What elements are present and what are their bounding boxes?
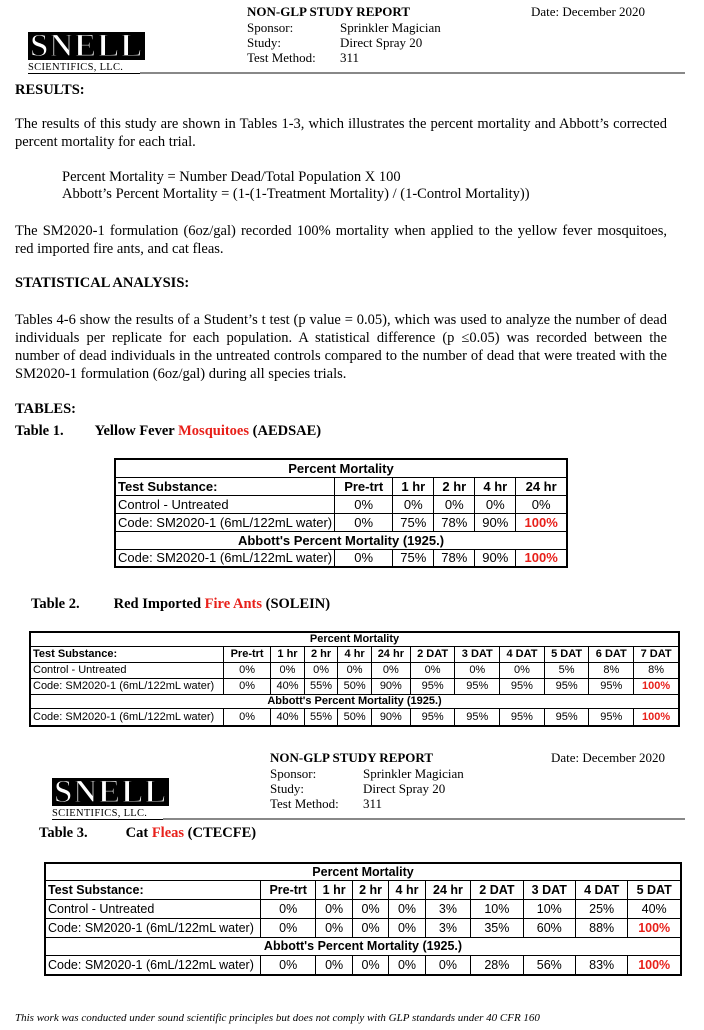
header-divider-2 xyxy=(163,818,685,820)
column-header: 2 hr xyxy=(352,880,388,899)
table-cell: 8% xyxy=(634,662,679,678)
study-row: Study: Direct Spray 20 xyxy=(247,35,423,50)
table-cell: 5% xyxy=(544,662,589,678)
table-cell: 95% xyxy=(410,678,455,694)
table-cell-highlight: 100% xyxy=(634,708,679,726)
method-row-2: Test Method: 311 xyxy=(270,796,383,811)
column-header: 5 DAT xyxy=(544,646,589,662)
column-header: 24 hr xyxy=(516,477,567,495)
table-cell: 90% xyxy=(475,549,516,567)
column-header: 4 DAT xyxy=(500,646,545,662)
column-header: 5 DAT xyxy=(628,880,681,899)
table-cell: 95% xyxy=(410,708,455,726)
results-summary: The SM2020-1 formulation (6oz/gal) recorded 100% mortality when applied to the yellow fever mosquitoes, red imported fire ants, and cat fleas. xyxy=(15,223,667,257)
table-row xyxy=(115,495,567,513)
table3-title: Percent Mortality xyxy=(45,863,681,880)
table1-title: Percent Mortality xyxy=(115,459,567,477)
column-header: 4 DAT xyxy=(575,880,627,899)
table-cell: 75% xyxy=(393,513,434,531)
report-date-2: Date: December 2020 xyxy=(551,750,666,765)
table-cell: 60% xyxy=(523,918,575,937)
table-cell: 95% xyxy=(455,678,500,694)
column-header: 2 DAT xyxy=(471,880,523,899)
table-cell: 10% xyxy=(523,899,575,918)
table-cell: 90% xyxy=(371,708,410,726)
table-cell: 95% xyxy=(500,678,545,694)
table-cell: 78% xyxy=(434,549,475,567)
table-cell: 95% xyxy=(544,678,589,694)
table-cell: 0% xyxy=(434,495,475,513)
stats-heading: STATISTICAL ANALYSIS: xyxy=(15,275,190,291)
table-cell: 0% xyxy=(352,899,388,918)
table-cell: 0% xyxy=(338,662,372,678)
column-header: 1 hr xyxy=(271,646,305,662)
table-cell: 95% xyxy=(589,678,634,694)
table-cell: 0% xyxy=(500,662,545,678)
table-cell: 50% xyxy=(338,678,372,694)
table-cell: 0% xyxy=(352,955,388,975)
table-cell-highlight: 100% xyxy=(634,678,679,694)
table-cell: 0% xyxy=(389,899,425,918)
table-cell: 40% xyxy=(271,678,305,694)
table-row xyxy=(45,918,681,937)
column-header: 4 hr xyxy=(389,880,425,899)
column-header: 3 DAT xyxy=(523,880,575,899)
logo-subtitle: SCIENTIFICS, LLC. xyxy=(52,808,164,820)
row-label: Control - Untreated xyxy=(115,495,335,513)
company-logo-2 xyxy=(52,774,168,820)
results-intro: The results of this study are shown in Tables 1-3, which illustrates the percent mortality and Abbott’s corrected percent mortality for each trial. xyxy=(15,116,667,150)
table-cell: 40% xyxy=(628,899,681,918)
table-cell: 95% xyxy=(500,708,545,726)
table-cell: 0% xyxy=(389,918,425,937)
table-cell: 95% xyxy=(455,708,500,726)
column-header: Pre-trt xyxy=(224,646,271,662)
table-cell: 0% xyxy=(224,708,271,726)
study-row-2: Study: Direct Spray 20 xyxy=(270,781,446,796)
header-divider xyxy=(140,72,685,74)
table2-caption: Table 2. Red Imported Fire Ants (SOLEIN) xyxy=(31,596,331,612)
table-cell: 90% xyxy=(475,513,516,531)
table-row xyxy=(30,662,679,678)
table3 xyxy=(44,862,682,976)
method-row: Test Method: 311 xyxy=(247,50,360,65)
report-date: Date: December 2020 xyxy=(531,4,646,19)
column-header: 2 hr xyxy=(434,477,475,495)
column-header: Pre-trt xyxy=(261,880,316,899)
logo-subtitle: SCIENTIFICS, LLC. xyxy=(28,62,140,74)
row-label: Code: SM2020-1 (6mL/122mL water) xyxy=(30,708,224,726)
column-header: Test Substance: xyxy=(30,646,224,662)
row-label: Control - Untreated xyxy=(30,662,224,678)
table-cell: 0% xyxy=(271,662,305,678)
logo-wordmark: SNELL xyxy=(54,774,168,810)
table-cell: 0% xyxy=(389,955,425,975)
column-header: 24 hr xyxy=(371,646,410,662)
table-row xyxy=(115,549,567,567)
table-cell: 55% xyxy=(304,708,338,726)
column-header: Test Substance: xyxy=(45,880,261,899)
table-cell: 8% xyxy=(589,662,634,678)
table-cell-highlight: 100% xyxy=(516,549,567,567)
stats-paragraph: Tables 4-6 show the results of a Student’s t test (p value = 0.05), which was used to analyze the number of dead individuals per replicate for each population. A statistical difference (p ≤0.05) was recorded between the number of dead individuals in the untreated controls compared to the number of dead that were treated with the SM2020-1 formulation (6oz/gal) during all species trials. xyxy=(15,312,667,382)
row-label: Code: SM2020-1 (6mL/122mL water) xyxy=(45,955,261,975)
table-cell: 55% xyxy=(304,678,338,694)
table-cell: 3% xyxy=(425,899,470,918)
table-cell: 90% xyxy=(371,678,410,694)
table-row xyxy=(45,955,681,975)
column-header: Pre-trt xyxy=(335,477,393,495)
table-cell: 25% xyxy=(575,899,627,918)
column-header: 2 hr xyxy=(304,646,338,662)
table-cell: 0% xyxy=(335,513,393,531)
table1 xyxy=(114,458,568,568)
table-header-row xyxy=(115,477,567,495)
table1-caption: Table 1. Yellow Fever Mosquitoes (AEDSAE) xyxy=(15,423,322,439)
table-cell-highlight: 100% xyxy=(628,955,681,975)
results-heading: RESULTS: xyxy=(15,82,85,98)
table-cell: 75% xyxy=(393,549,434,567)
sponsor-row-2: Sponsor: Sprinkler Magician xyxy=(270,766,464,781)
logo-wordmark: SNELL xyxy=(30,28,144,64)
table-cell: 0% xyxy=(335,549,393,567)
table-cell: 0% xyxy=(224,678,271,694)
table-cell: 56% xyxy=(523,955,575,975)
table-cell: 88% xyxy=(575,918,627,937)
table-cell: 78% xyxy=(434,513,475,531)
table-cell: 0% xyxy=(261,899,316,918)
table-cell: 3% xyxy=(425,918,470,937)
table-cell: 0% xyxy=(224,662,271,678)
company-logo xyxy=(28,28,144,74)
table3-caption: Table 3. Cat Fleas (CTECFE) xyxy=(39,825,257,841)
table-cell: 0% xyxy=(316,955,352,975)
table2 xyxy=(29,631,680,727)
sponsor-row: Sponsor: Sprinkler Magician xyxy=(247,20,441,35)
row-label: Code: SM2020-1 (6mL/122mL water) xyxy=(115,513,335,531)
table1-abbott-title: Abbott's Percent Mortality (1925.) xyxy=(115,531,567,549)
table-cell: 0% xyxy=(393,495,434,513)
table-cell: 0% xyxy=(475,495,516,513)
table-cell: 0% xyxy=(371,662,410,678)
column-header: 3 DAT xyxy=(455,646,500,662)
table-row xyxy=(30,708,679,726)
table-cell: 83% xyxy=(575,955,627,975)
table-cell: 95% xyxy=(589,708,634,726)
row-label: Code: SM2020-1 (6mL/122mL water) xyxy=(30,678,224,694)
table-cell: 0% xyxy=(410,662,455,678)
table-cell: 0% xyxy=(316,918,352,937)
column-header: 2 DAT xyxy=(410,646,455,662)
table-cell-highlight: 100% xyxy=(628,918,681,937)
table-cell: 0% xyxy=(516,495,567,513)
table-cell-highlight: 100% xyxy=(516,513,567,531)
column-header: 24 hr xyxy=(425,880,470,899)
column-header: 6 DAT xyxy=(589,646,634,662)
table-cell: 0% xyxy=(316,899,352,918)
table-cell: 0% xyxy=(304,662,338,678)
table-row xyxy=(115,513,567,531)
table-cell: 28% xyxy=(471,955,523,975)
column-header: 4 hr xyxy=(475,477,516,495)
footer-disclaimer: This work was conducted under sound scientific principles but does not comply with GLP standards under 40 CFR 160 xyxy=(15,1012,540,1024)
table-cell: 0% xyxy=(455,662,500,678)
formula-abbott: Abbott’s Percent Mortality = (1-(1-Treatment Mortality) / (1-Control Mortality)) xyxy=(62,186,530,202)
tables-heading: TABLES: xyxy=(15,401,76,417)
column-header: 4 hr xyxy=(338,646,372,662)
column-header: Test Substance: xyxy=(115,477,335,495)
column-header: 1 hr xyxy=(393,477,434,495)
table-cell: 10% xyxy=(471,899,523,918)
row-label: Code: SM2020-1 (6mL/122mL water) xyxy=(45,918,261,937)
table-cell: 0% xyxy=(261,955,316,975)
table-cell: 0% xyxy=(425,955,470,975)
column-header: 1 hr xyxy=(316,880,352,899)
row-label: Code: SM2020-1 (6mL/122mL water) xyxy=(115,549,335,567)
table-cell: 35% xyxy=(471,918,523,937)
table2-title: Percent Mortality xyxy=(30,632,679,646)
row-label: Control - Untreated xyxy=(45,899,261,918)
table-row xyxy=(30,678,679,694)
table-cell: 40% xyxy=(271,708,305,726)
table-cell: 95% xyxy=(544,708,589,726)
table-cell: 0% xyxy=(335,495,393,513)
table-cell: 50% xyxy=(338,708,372,726)
table-row xyxy=(45,899,681,918)
report-title: NON-GLP STUDY REPORT xyxy=(247,4,411,19)
formula-percent-mortality: Percent Mortality = Number Dead/Total Population X 100 xyxy=(62,169,401,185)
table-cell: 0% xyxy=(261,918,316,937)
table-cell: 0% xyxy=(352,918,388,937)
report-title-2: NON-GLP STUDY REPORT xyxy=(270,750,434,765)
table3-abbott-title: Abbott's Percent Mortality (1925.) xyxy=(45,937,681,955)
table-header-row xyxy=(45,880,681,899)
table2-abbott-title: Abbott's Percent Mortality (1925.) xyxy=(30,694,679,708)
column-header: 7 DAT xyxy=(634,646,679,662)
table-header-row xyxy=(30,646,679,662)
